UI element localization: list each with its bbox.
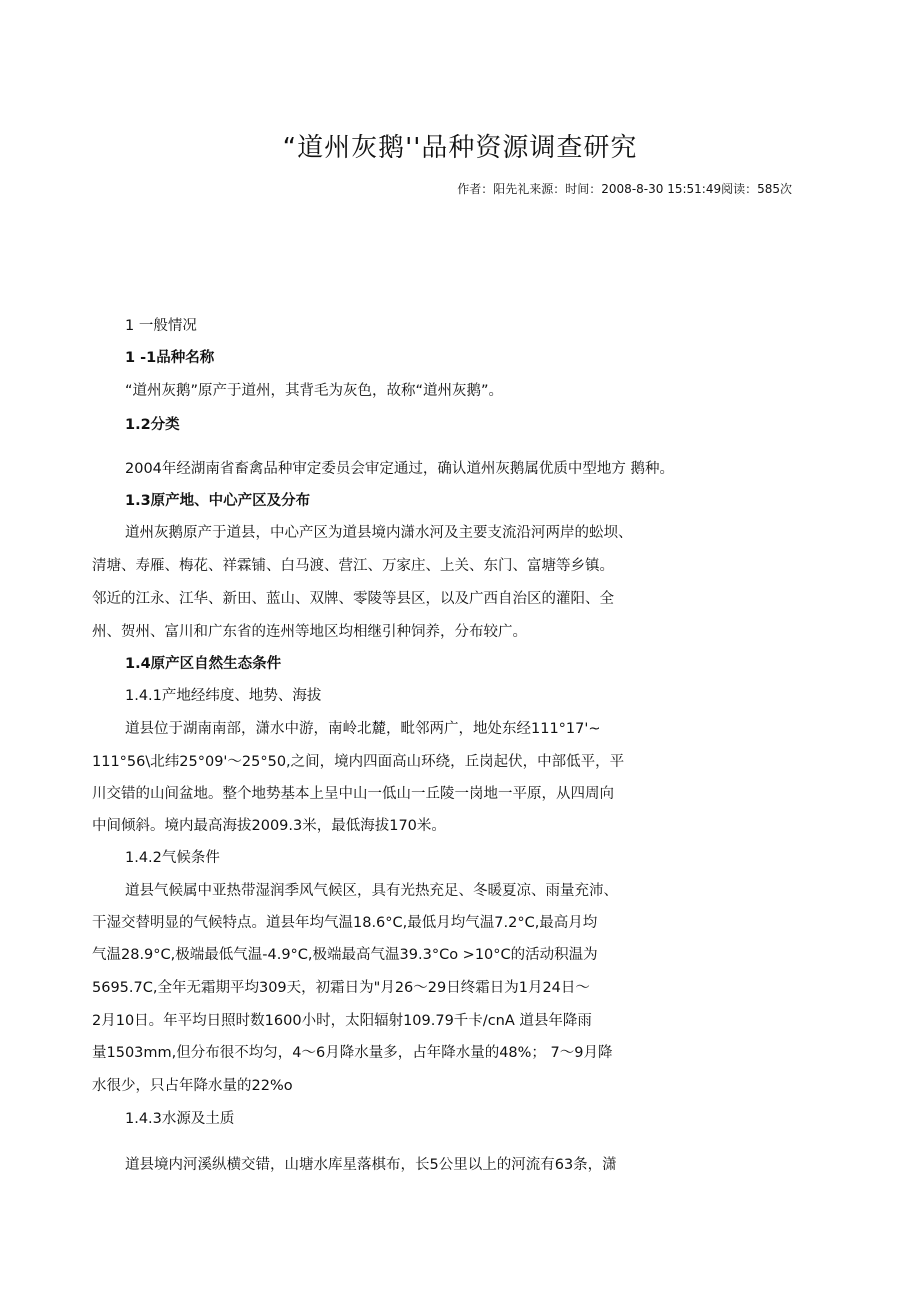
article-title: “道州灰鹅''品种资源调查研究 <box>282 133 638 163</box>
paragraph-line: “道州灰鹅”原产于道州，其背毛为灰色，故称“道州灰鹅”。 <box>125 383 504 399</box>
paragraph-line: 中间倾斜。境内最高海拔2009.3米，最低海拔170米。 <box>92 818 446 834</box>
paragraph-line: 气温28.9°C,极端最低气温-4.9°C,极端最高气温39.3°Co >10°C的活动积温为 <box>92 947 598 963</box>
section-heading: 1 一般情况 <box>125 318 197 334</box>
paragraph-line: 111°56\北纬25°09'～25°50,之间，境内四面高山环绕，丘岗起伏，中部低平，平 <box>92 754 625 770</box>
paragraph-line: 2004年经湖南省畜禽品种审定委员会审定通过，确认道州灰鹅属优质中型地方 鹅种。 <box>125 461 675 477</box>
subsubsection-heading: 1.4.3水源及土质 <box>125 1111 235 1127</box>
paragraph-line: 量1503mm,但分布很不均匀，4～6月降水量多，占年降水量的48%； 7～9月降 <box>92 1045 613 1061</box>
paragraph-line: 邻近的江永、江华、新田、蓝山、双牌、零陵等县区，以及广西自治区的灌阳、全 <box>92 591 614 607</box>
paragraph-line: 道县位于湖南南部，潇水中游，南岭北麓，毗邻两广，地处东经111°17'~ <box>125 721 601 737</box>
paragraph-line: 干湿交替明显的气候特点。道县年均气温18.6°C,最低月均气温7.2°C,最高月均 <box>92 915 598 931</box>
paragraph-line: 清塘、寿雁、梅花、祥霖铺、白马渡、营江、万家庄、上关、东门、富塘等乡镇。 <box>92 558 614 574</box>
paragraph-line: 水很少，只占年降水量的22%o <box>92 1078 293 1094</box>
subsubsection-heading: 1.4.2气候条件 <box>125 850 220 866</box>
subsubsection-heading: 1.4.1产地经纬度、地势、海拔 <box>125 688 322 704</box>
subsection-heading: 1.4原产区自然生态条件 <box>125 656 282 672</box>
subsection-heading: 1 -1品种名称 <box>125 350 215 366</box>
subsection-heading: 1.2分类 <box>125 417 180 433</box>
paragraph-line: 5695.7C,全年无霜期平均309天，初霜日为"月26～29日终霜日为1月24日～ <box>92 980 590 996</box>
paragraph-line: 道县气候属中亚热带湿润季风气候区，具有光热充足、冬暖夏凉、雨量充沛、 <box>125 883 618 899</box>
paragraph-line: 道县境内河溪纵横交错，山塘水库星落棋布，长5公里以上的河流有63条，潇 <box>125 1157 617 1173</box>
paragraph-line: 川交错的山间盆地。整个地势基本上呈中山一低山一丘陵一岗地一平原，从四周向 <box>92 786 614 802</box>
paragraph-line: 州、贺州、富川和广东省的连州等地区均相继引种饲养，分布较广。 <box>92 624 527 640</box>
paragraph-line: 2月10日。年平均日照时数1600小时，太阳辐射109.79千卡/cnA 道县年降雨 <box>92 1013 592 1029</box>
paragraph-line: 道州灰鹅原产于道县，中心产区为道县境内潇水河及主要支流沿河两岸的蚣坝、 <box>125 525 633 541</box>
subsection-heading: 1.3原产地、中心产区及分布 <box>125 493 311 509</box>
article-meta: 作者：阳先礼来源：时间：2008-8-30 15:51:49阅读：585次 <box>457 182 792 196</box>
